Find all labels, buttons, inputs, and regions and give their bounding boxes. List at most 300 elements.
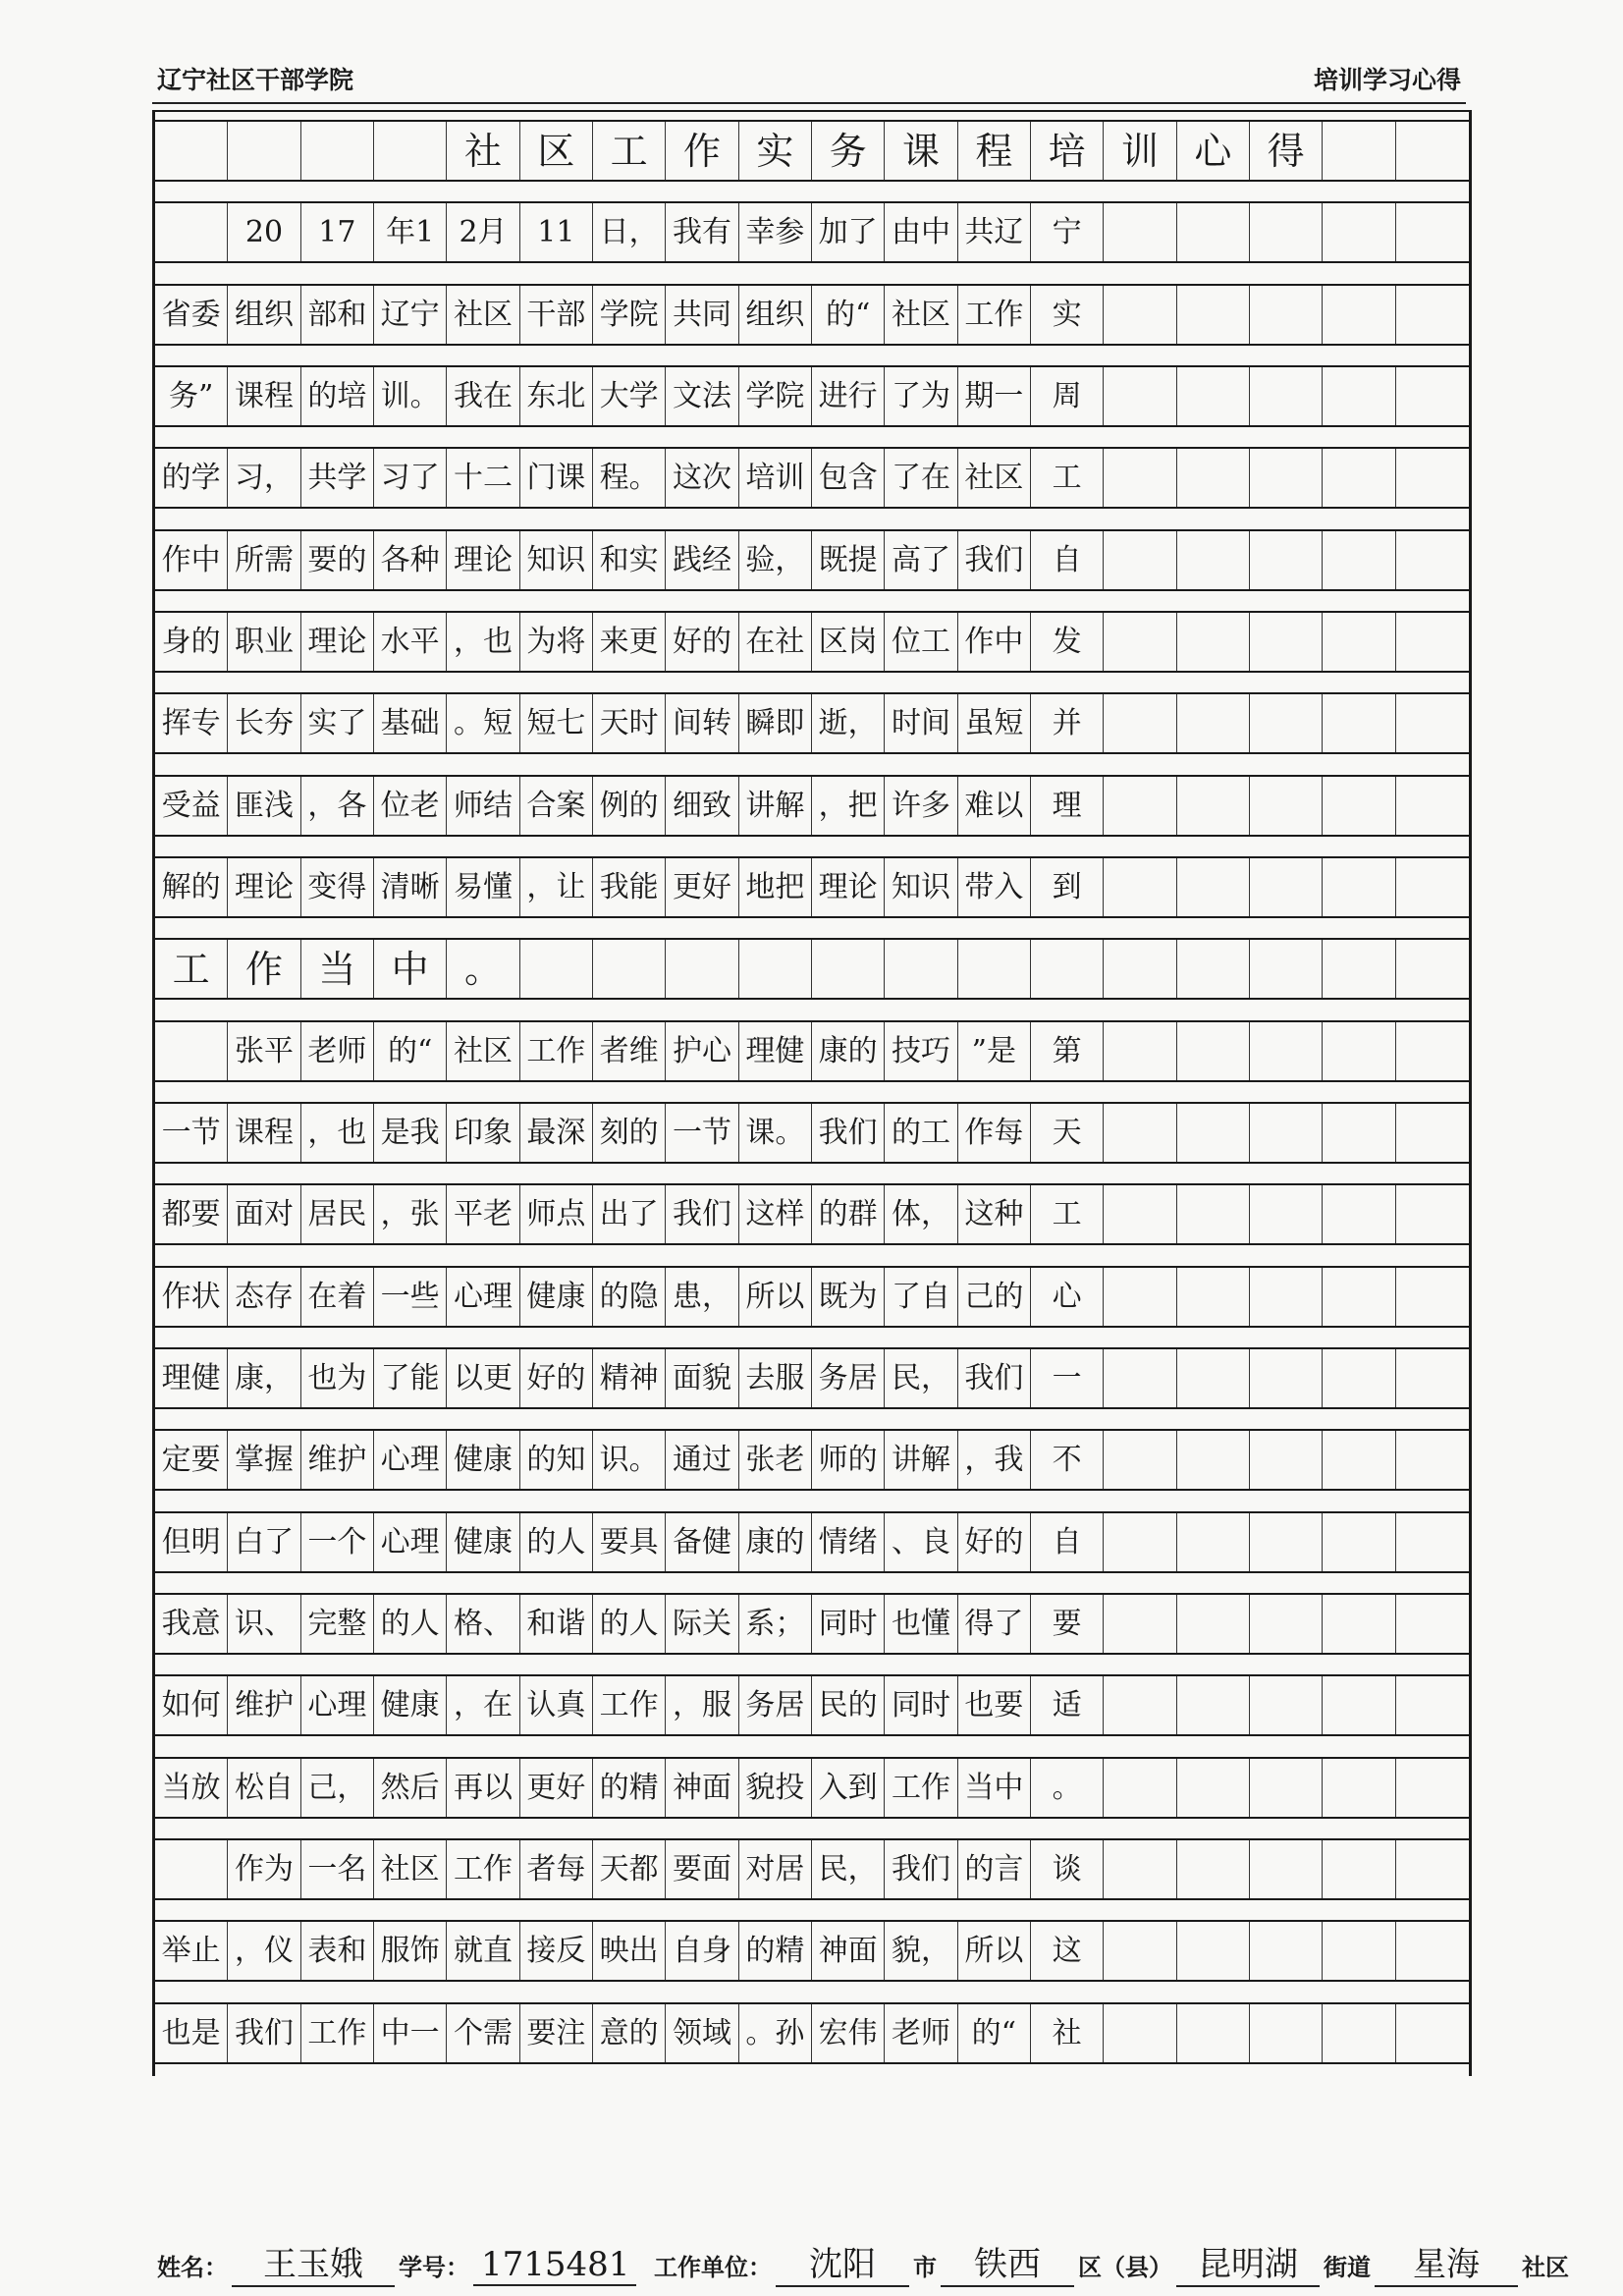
grid-cell: 包含: [812, 449, 885, 507]
grid-cell: 工: [155, 940, 228, 998]
grid-cell: [1104, 1022, 1176, 1080]
grid-cell: 者每: [520, 1840, 593, 1898]
grid-cell: 自: [1031, 531, 1104, 589]
grid-cell: 的培: [301, 367, 374, 425]
grid-cell: 短七: [520, 694, 593, 752]
grid-cell: 课: [885, 122, 957, 180]
grid-row: [155, 2002, 1469, 2064]
grid-cell: [1250, 1513, 1323, 1571]
grid-cell: [1104, 1922, 1176, 1980]
grid-cell: [1104, 1104, 1176, 1162]
grid-cell: 易懂: [447, 858, 519, 916]
grid-cell: 民的: [812, 1676, 885, 1734]
grid-cell: [1396, 1595, 1469, 1653]
grid-cell: 知识: [520, 531, 593, 589]
grid-cell: ，服: [666, 1676, 738, 1734]
grid-cell: [1104, 1676, 1176, 1734]
grid-cell: 的“: [374, 1022, 447, 1080]
grid-cell: 张老: [739, 1431, 812, 1489]
grid-cell: 我能: [593, 858, 666, 916]
grid-cell: 印象: [447, 1104, 519, 1162]
grid-cell: 一名: [301, 1840, 374, 1898]
grid-cell: [1396, 122, 1469, 180]
grid-cell: [1177, 1431, 1250, 1489]
grid-cell: [1323, 203, 1395, 261]
grid-row: [155, 1757, 1469, 1819]
grid-cell: 。孙: [739, 2004, 812, 2062]
grid-cell: 讲解: [739, 777, 812, 835]
grid-cell: 水平: [374, 613, 447, 671]
grid-cell: 己，: [301, 1759, 374, 1817]
grid-cell: 要: [1031, 1595, 1104, 1653]
grid-cell: [1177, 777, 1250, 835]
grid-cell: [1104, 777, 1176, 835]
district-field: 铁西: [941, 2237, 1074, 2287]
grid-cell: 所需: [228, 531, 300, 589]
grid-cell: [1250, 777, 1323, 835]
grid-cell: 师的: [812, 1431, 885, 1489]
grid-cell: 合案: [520, 777, 593, 835]
community-label: 社区: [1522, 2254, 1569, 2281]
grid-cell: [1323, 286, 1395, 344]
grid-cell: 带入: [958, 858, 1031, 916]
grid-cell: 训。: [374, 367, 447, 425]
grid-cell: 我们: [958, 1349, 1031, 1407]
grid-cell: [1177, 203, 1250, 261]
grid-cell: [1104, 1595, 1176, 1653]
grid-cell: 心理: [301, 1676, 374, 1734]
grid-cell: [1396, 940, 1469, 998]
grid-cell: 中一: [374, 2004, 447, 2062]
grid-cell: [155, 1840, 228, 1898]
grid-cell: 映出: [593, 1922, 666, 1980]
grid-cell: ，在: [447, 1676, 519, 1734]
grid-cell: 更好: [520, 1759, 593, 1817]
grid-cell: [155, 122, 228, 180]
grid-cell: 护心: [666, 1022, 738, 1080]
grid-cell: 白了: [228, 1513, 300, 1571]
grid-cell: [1104, 531, 1176, 589]
grid-cell: 和谐: [520, 1595, 593, 1653]
grid-cell: 都要: [155, 1185, 228, 1243]
grid-cell: [1177, 694, 1250, 752]
grid-cell: 由中: [885, 203, 957, 261]
grid-cell: 再以: [447, 1759, 519, 1817]
grid-cell: [1104, 203, 1176, 261]
grid-cell: 心: [1177, 122, 1250, 180]
grid-cell: 年1: [374, 203, 447, 261]
grid-cell: 心理: [447, 1268, 519, 1326]
grid-cell: 位工: [885, 613, 957, 671]
grid-cell: 来更: [593, 613, 666, 671]
grid-cell: ”是: [958, 1022, 1031, 1080]
grid-cell: 期一: [958, 367, 1031, 425]
grid-cell: [1323, 1349, 1395, 1407]
grid-cell: 己的: [958, 1268, 1031, 1326]
grid-cell: 健康: [520, 1268, 593, 1326]
grid-cell: 实了: [301, 694, 374, 752]
grid-cell: 挥专: [155, 694, 228, 752]
grid-row: [155, 1511, 1469, 1573]
grid-cell: 工作: [958, 286, 1031, 344]
grid-cell: [1323, 1759, 1395, 1817]
grid-cell: 社区: [374, 1840, 447, 1898]
grid-cell: 受益: [155, 777, 228, 835]
grid-cell: [1250, 449, 1323, 507]
grid-cell: 理健: [155, 1349, 228, 1407]
grid-cell: 发: [1031, 613, 1104, 671]
grid-cell: [1177, 1268, 1250, 1326]
grid-cell: [1104, 1185, 1176, 1243]
grid-row: [155, 284, 1469, 346]
grid-cell: 宏伟: [812, 2004, 885, 2062]
grid-cell: [1104, 1840, 1176, 1898]
grid-cell: 长夯: [228, 694, 300, 752]
grid-cell: [1323, 1840, 1395, 1898]
grid-cell: [1250, 613, 1323, 671]
name-label: 姓名：: [157, 2254, 228, 2281]
grid-cell: 心理: [374, 1431, 447, 1489]
grid-cell: 务居: [739, 1676, 812, 1734]
grid-cell: [1323, 1922, 1395, 1980]
grid-cell: 组织: [739, 286, 812, 344]
grid-cell: 作每: [958, 1104, 1031, 1162]
grid-cell: 习了: [374, 449, 447, 507]
grid-cell: 这样: [739, 1185, 812, 1243]
grid-cell: 的知: [520, 1431, 593, 1489]
grid-cell: 出了: [593, 1185, 666, 1243]
grid-cell: 但明: [155, 1513, 228, 1571]
grid-cell: 掌握: [228, 1431, 300, 1489]
grid-cell: [1250, 531, 1323, 589]
grid-cell: 健康: [374, 1676, 447, 1734]
grid-cell: [1323, 367, 1395, 425]
grid-cell: 大学: [593, 367, 666, 425]
grid-row: [155, 365, 1469, 427]
grid-cell: 一些: [374, 1268, 447, 1326]
grid-cell: [1323, 1513, 1395, 1571]
grid-cell: [1396, 1268, 1469, 1326]
grid-cell: 这种: [958, 1185, 1031, 1243]
grid-cell: 职业: [228, 613, 300, 671]
grid-row: [155, 529, 1469, 591]
grid-cell: 识、: [228, 1595, 300, 1653]
grid-cell: 工作: [520, 1022, 593, 1080]
grid-cell: 虽短: [958, 694, 1031, 752]
grid-cell: 的“: [958, 2004, 1031, 2062]
header-rule: [152, 102, 1466, 104]
grid-cell: 既为: [812, 1268, 885, 1326]
name-field: 王玉娥: [232, 2237, 395, 2287]
grid-cell: 习，: [228, 449, 300, 507]
grid-cell: 务居: [812, 1349, 885, 1407]
grid-cell: 中: [374, 940, 447, 998]
grid-cell: 理论: [447, 531, 519, 589]
grid-cell: [1177, 1513, 1250, 1571]
grid-cell: 不: [1031, 1431, 1104, 1489]
district-label: 区（县）: [1078, 2254, 1172, 2281]
grid-cell: 践经: [666, 531, 738, 589]
grid-cell: 技巧: [885, 1022, 957, 1080]
grid-cell: [1104, 694, 1176, 752]
grid-cell: [1250, 1268, 1323, 1326]
grid-cell: 地把: [739, 858, 812, 916]
grid-cell: 课。: [739, 1104, 812, 1162]
grid-cell: [1396, 1185, 1469, 1243]
grid-cell: 部和: [301, 286, 374, 344]
grid-cell: 作状: [155, 1268, 228, 1326]
grid-cell: 当中: [958, 1759, 1031, 1817]
grid-cell: [1323, 2004, 1395, 2062]
grid-cell: 十二: [447, 449, 519, 507]
grid-cell: 既提: [812, 531, 885, 589]
grid-cell: 的隐: [593, 1268, 666, 1326]
grid-cell: 课程: [228, 367, 300, 425]
grid-cell: 我们: [666, 1185, 738, 1243]
city-field: 沈阳: [776, 2237, 909, 2287]
grid-cell: [1396, 1431, 1469, 1489]
grid-cell: 验，: [739, 531, 812, 589]
grid-cell: 格、: [447, 1595, 519, 1653]
grid-cell: [1396, 1922, 1469, 1980]
grid-cell: [1323, 1104, 1395, 1162]
street-field: 昆明湖: [1176, 2237, 1320, 2287]
grid-cell: 区岗: [812, 613, 885, 671]
grid-cell: [1396, 203, 1469, 261]
grid-cell: 情绪: [812, 1513, 885, 1571]
grid-cell: 自: [1031, 1513, 1104, 1571]
grid-cell: 也懂: [885, 1595, 957, 1653]
grid-cell: [1396, 531, 1469, 589]
grid-cell: 所以: [958, 1922, 1031, 1980]
grid-cell: 天都: [593, 1840, 666, 1898]
grid-cell: ，我: [958, 1431, 1031, 1489]
grid-cell: 程。: [593, 449, 666, 507]
grid-cell: [1177, 1676, 1250, 1734]
grid-cell: 谈: [1031, 1840, 1104, 1898]
grid-cell: 20: [228, 203, 300, 261]
grid-cell: [1177, 531, 1250, 589]
grid-cell: [155, 203, 228, 261]
grid-cell: 备健: [666, 1513, 738, 1571]
grid-cell: 、良: [885, 1513, 957, 1571]
grid-cell: 好的: [666, 613, 738, 671]
grid-cell: [1177, 1922, 1250, 1980]
grid-cell: [1250, 694, 1323, 752]
grid-cell: [1396, 1022, 1469, 1080]
grid-cell: [1177, 940, 1250, 998]
grid-cell: [1177, 367, 1250, 425]
grid-cell: [1323, 449, 1395, 507]
grid-cell: ，也: [301, 1104, 374, 1162]
grid-row: [155, 1593, 1469, 1655]
grid-cell: 老师: [885, 2004, 957, 2062]
grid-cell: 辽宁: [374, 286, 447, 344]
grid-cell: [228, 122, 300, 180]
grid-cell: 作中: [958, 613, 1031, 671]
grid-cell: [1104, 940, 1176, 998]
grid-cell: 的精: [739, 1922, 812, 1980]
grid-cell: 我们: [228, 2004, 300, 2062]
grid-cell: 作: [666, 122, 738, 180]
grid-cell: [1396, 1840, 1469, 1898]
grid-cell: 师点: [520, 1185, 593, 1243]
grid-cell: 区: [520, 122, 593, 180]
grid-cell: 身的: [155, 613, 228, 671]
grid-cell: [1323, 1268, 1395, 1326]
grid-cell: 师结: [447, 777, 519, 835]
grid-cell: [1177, 613, 1250, 671]
grid-cell: [1031, 940, 1104, 998]
grid-cell: 匪浅: [228, 777, 300, 835]
grid-cell: 同时: [812, 1595, 885, 1653]
grid-cell: [739, 940, 812, 998]
grid-cell: 周: [1031, 367, 1104, 425]
grid-cell: [1250, 1922, 1323, 1980]
grid-cell: [1396, 1349, 1469, 1407]
grid-cell: 文法: [666, 367, 738, 425]
grid-cell: 我意: [155, 1595, 228, 1653]
grid-cell: 。: [1031, 1759, 1104, 1817]
grid-cell: [1104, 286, 1176, 344]
grid-row: [155, 120, 1469, 182]
grid-cell: 学院: [593, 286, 666, 344]
grid-cell: [958, 940, 1031, 998]
grid-cell: 务: [812, 122, 885, 180]
grid-cell: 和实: [593, 531, 666, 589]
grid-cell: 要的: [301, 531, 374, 589]
grid-cell: [1177, 858, 1250, 916]
grid-cell: 一: [1031, 1349, 1104, 1407]
grid-cell: 省委: [155, 286, 228, 344]
grid-cell: [1250, 1840, 1323, 1898]
grid-cell: [1177, 1104, 1250, 1162]
grid-cell: 这次: [666, 449, 738, 507]
grid-cell: 神面: [812, 1922, 885, 1980]
grid-cell: 心理: [374, 1513, 447, 1571]
grid-cell: [1104, 1268, 1176, 1326]
grid-cell: 宁: [1031, 203, 1104, 261]
grid-cell: [1104, 367, 1176, 425]
grid-cell: 了在: [885, 449, 957, 507]
grid-cell: 理论: [812, 858, 885, 916]
grid-cell: ，各: [301, 777, 374, 835]
grid-row: [155, 1020, 1469, 1082]
grid-cell: 通过: [666, 1431, 738, 1489]
grid-cell: 了自: [885, 1268, 957, 1326]
grid-cell: 逝，: [812, 694, 885, 752]
grid-cell: 一节: [666, 1104, 738, 1162]
grid-cell: 举止: [155, 1922, 228, 1980]
street-label: 街道: [1324, 2254, 1371, 2281]
grid-row: [155, 201, 1469, 263]
grid-cell: [666, 940, 738, 998]
grid-row: [155, 775, 1469, 837]
grid-cell: [1396, 2004, 1469, 2062]
grid-cell: [1323, 122, 1395, 180]
grid-cell: [520, 940, 593, 998]
grid-cell: 的人: [520, 1513, 593, 1571]
grid-cell: 认真: [520, 1676, 593, 1734]
grid-cell: 定要: [155, 1431, 228, 1489]
grid-cell: 共学: [301, 449, 374, 507]
grid-cell: 识。: [593, 1431, 666, 1489]
grid-cell: 精神: [593, 1349, 666, 1407]
grid-cell: [1177, 1759, 1250, 1817]
grid-cell: [1104, 858, 1176, 916]
grid-cell: [1250, 367, 1323, 425]
grid-cell: [1396, 777, 1469, 835]
grid-cell: ，也: [447, 613, 519, 671]
grid-cell: 这: [1031, 1922, 1104, 1980]
grid-cell: 天: [1031, 1104, 1104, 1162]
grid-cell: 理健: [739, 1022, 812, 1080]
grid-cell: [155, 1022, 228, 1080]
city-label: 市: [913, 2254, 937, 2281]
grid-cell: 组织: [228, 286, 300, 344]
grid-cell: [1323, 777, 1395, 835]
grid-cell: 社: [1031, 2004, 1104, 2062]
grid-cell: 要注: [520, 2004, 593, 2062]
grid-cell: 民，: [812, 1840, 885, 1898]
grid-cell: 貌，: [885, 1922, 957, 1980]
grid-row: [155, 1920, 1469, 1982]
grid-cell: [1104, 1431, 1176, 1489]
grid-cell: 为将: [520, 613, 593, 671]
grid-cell: 工作: [301, 2004, 374, 2062]
grid-cell: [1250, 858, 1323, 916]
grid-cell: ，张: [374, 1185, 447, 1243]
grid-cell: 的言: [958, 1840, 1031, 1898]
grid-cell: [1177, 1185, 1250, 1243]
grid-cell: 维护: [301, 1431, 374, 1489]
grid-cell: 在着: [301, 1268, 374, 1326]
grid-cell: [593, 940, 666, 998]
grid-cell: 体，: [885, 1185, 957, 1243]
grid-cell: 工: [593, 122, 666, 180]
grid-cell: 好的: [958, 1513, 1031, 1571]
grid-cell: [1396, 367, 1469, 425]
grid-cell: ，让: [520, 858, 593, 916]
grid-cell: 社区: [958, 449, 1031, 507]
grid-cell: [1396, 1676, 1469, 1734]
grid-cell: 课程: [228, 1104, 300, 1162]
grid-cell: [1323, 613, 1395, 671]
grid-cell: 患，: [666, 1268, 738, 1326]
grid-cell: 2月: [447, 203, 519, 261]
grid-cell: 也为: [301, 1349, 374, 1407]
grid-row: [155, 611, 1469, 673]
grid-cell: 际关: [666, 1595, 738, 1653]
grid-cell: 社区: [447, 286, 519, 344]
grid-cell: [374, 122, 447, 180]
grid-cell: 健康: [447, 1431, 519, 1489]
grid-cell: 的人: [593, 1595, 666, 1653]
grid-cell: 17: [301, 203, 374, 261]
grid-cell: [1250, 1595, 1323, 1653]
grid-row: [155, 692, 1469, 754]
community-field: 星海: [1375, 2237, 1518, 2287]
grid-cell: 适: [1031, 1676, 1104, 1734]
footer-info: [157, 2237, 1569, 2287]
grid-cell: 得了: [958, 1595, 1031, 1653]
grid-cell: 个需: [447, 2004, 519, 2062]
grid-cell: 训: [1104, 122, 1176, 180]
grid-cell: 得: [1250, 122, 1323, 180]
grid-cell: 要面: [666, 1840, 738, 1898]
grid-cell: 第: [1031, 1022, 1104, 1080]
grid-cell: [812, 940, 885, 998]
